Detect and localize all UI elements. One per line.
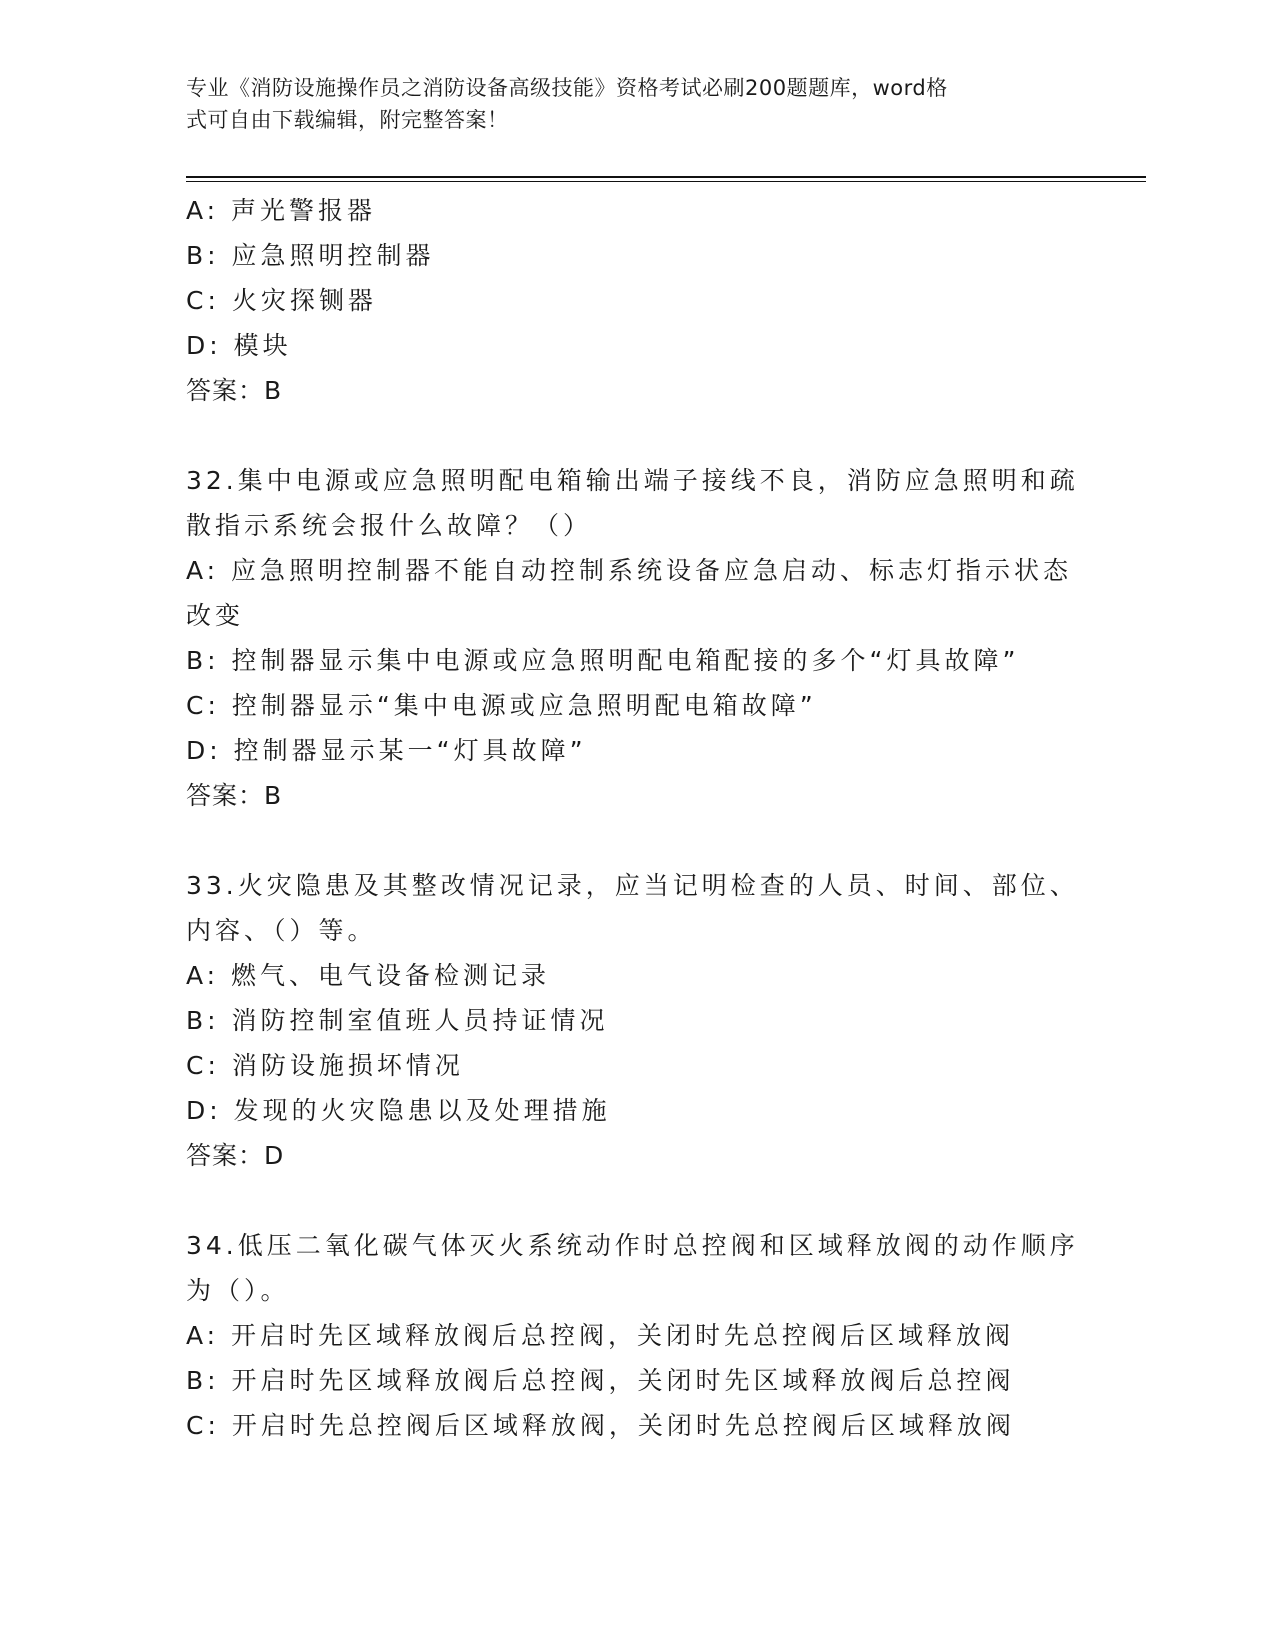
question-32-answer: 答案：B <box>186 781 283 810</box>
question-33-option-a: A: 燃气、电气设备检测记录 <box>186 961 551 990</box>
question-31-answer: 答案：B <box>186 376 283 405</box>
question-33-option-c: C: 消防设施损坏情况 <box>186 1051 464 1080</box>
question-32-option-a-line-2: 改变 <box>186 601 245 630</box>
question-32-option-b: B: 控制器显示集中电源或应急照明配电箱配接的多个“灯具故障” <box>186 646 1020 675</box>
document-header <box>186 72 1066 136</box>
question-34-option-b: B: 开启时先区域释放阀后总控阀，关闭时先区域释放阀后总控阀 <box>186 1366 1015 1395</box>
question-list <box>186 188 1079 1448</box>
question-32 <box>186 458 1079 818</box>
question-34 <box>186 1223 1079 1448</box>
question-31-option-b: B: 应急照明控制器 <box>186 241 435 270</box>
question-32-option-a-line-1: A: 应急照明控制器不能自动控制系统设备应急启动、标志灯指示状态 <box>186 556 1073 585</box>
header-line-2: 式可自由下载编辑，附完整答案！ <box>186 108 509 132</box>
question-33-stem-line-2: 内容、（）等。 <box>186 916 377 945</box>
question-31-option-c: C: 火灾探铡器 <box>186 286 377 315</box>
question-31-option-d: D: 模块 <box>186 331 292 360</box>
question-31-option-a: A: 声光警报器 <box>186 196 377 225</box>
question-34-stem-line-1: 34.低压二氧化碳气体灭火系统动作时总控阀和区域释放阀的动作顺序 <box>186 1231 1079 1260</box>
question-31-tail <box>186 188 1066 413</box>
header-divider-thick <box>186 176 1146 178</box>
question-32-option-d: D: 控制器显示某一“灯具故障” <box>186 736 587 765</box>
header-divider-thin <box>186 181 1146 182</box>
question-spacer <box>186 818 1066 863</box>
question-34-option-c: C: 开启时先总控阀后区域释放阀，关闭时先总控阀后区域释放阀 <box>186 1411 1015 1440</box>
question-33-stem-line-1: 33.火灾隐患及其整改情况记录，应当记明检查的人员、时间、部位、 <box>186 871 1079 900</box>
question-32-stem-line-2: 散指示系统会报什么故障？（） <box>186 511 593 540</box>
question-33 <box>186 863 1079 1178</box>
question-34-option-a: A: 开启时先区域释放阀后总控阀，关闭时先总控阀后区域释放阀 <box>186 1321 1015 1350</box>
question-32-stem-line-1: 32.集中电源或应急照明配电箱输出端子接线不良，消防应急照明和疏 <box>186 466 1079 495</box>
question-33-option-b: B: 消防控制室值班人员持证情况 <box>186 1006 609 1035</box>
question-33-answer: 答案：D <box>186 1141 285 1170</box>
question-33-option-d: D: 发现的火灾隐患以及处理措施 <box>186 1096 611 1125</box>
question-34-stem-line-2: 为（）。 <box>186 1276 290 1305</box>
header-line-1: 专业《消防设施操作员之消防设备高级技能》资格考试必刷200题题库，word格 <box>186 76 948 100</box>
question-32-option-c: C: 控制器显示“集中电源或应急照明配电箱故障” <box>186 691 817 720</box>
question-spacer <box>186 413 1066 458</box>
question-spacer <box>186 1178 1066 1223</box>
